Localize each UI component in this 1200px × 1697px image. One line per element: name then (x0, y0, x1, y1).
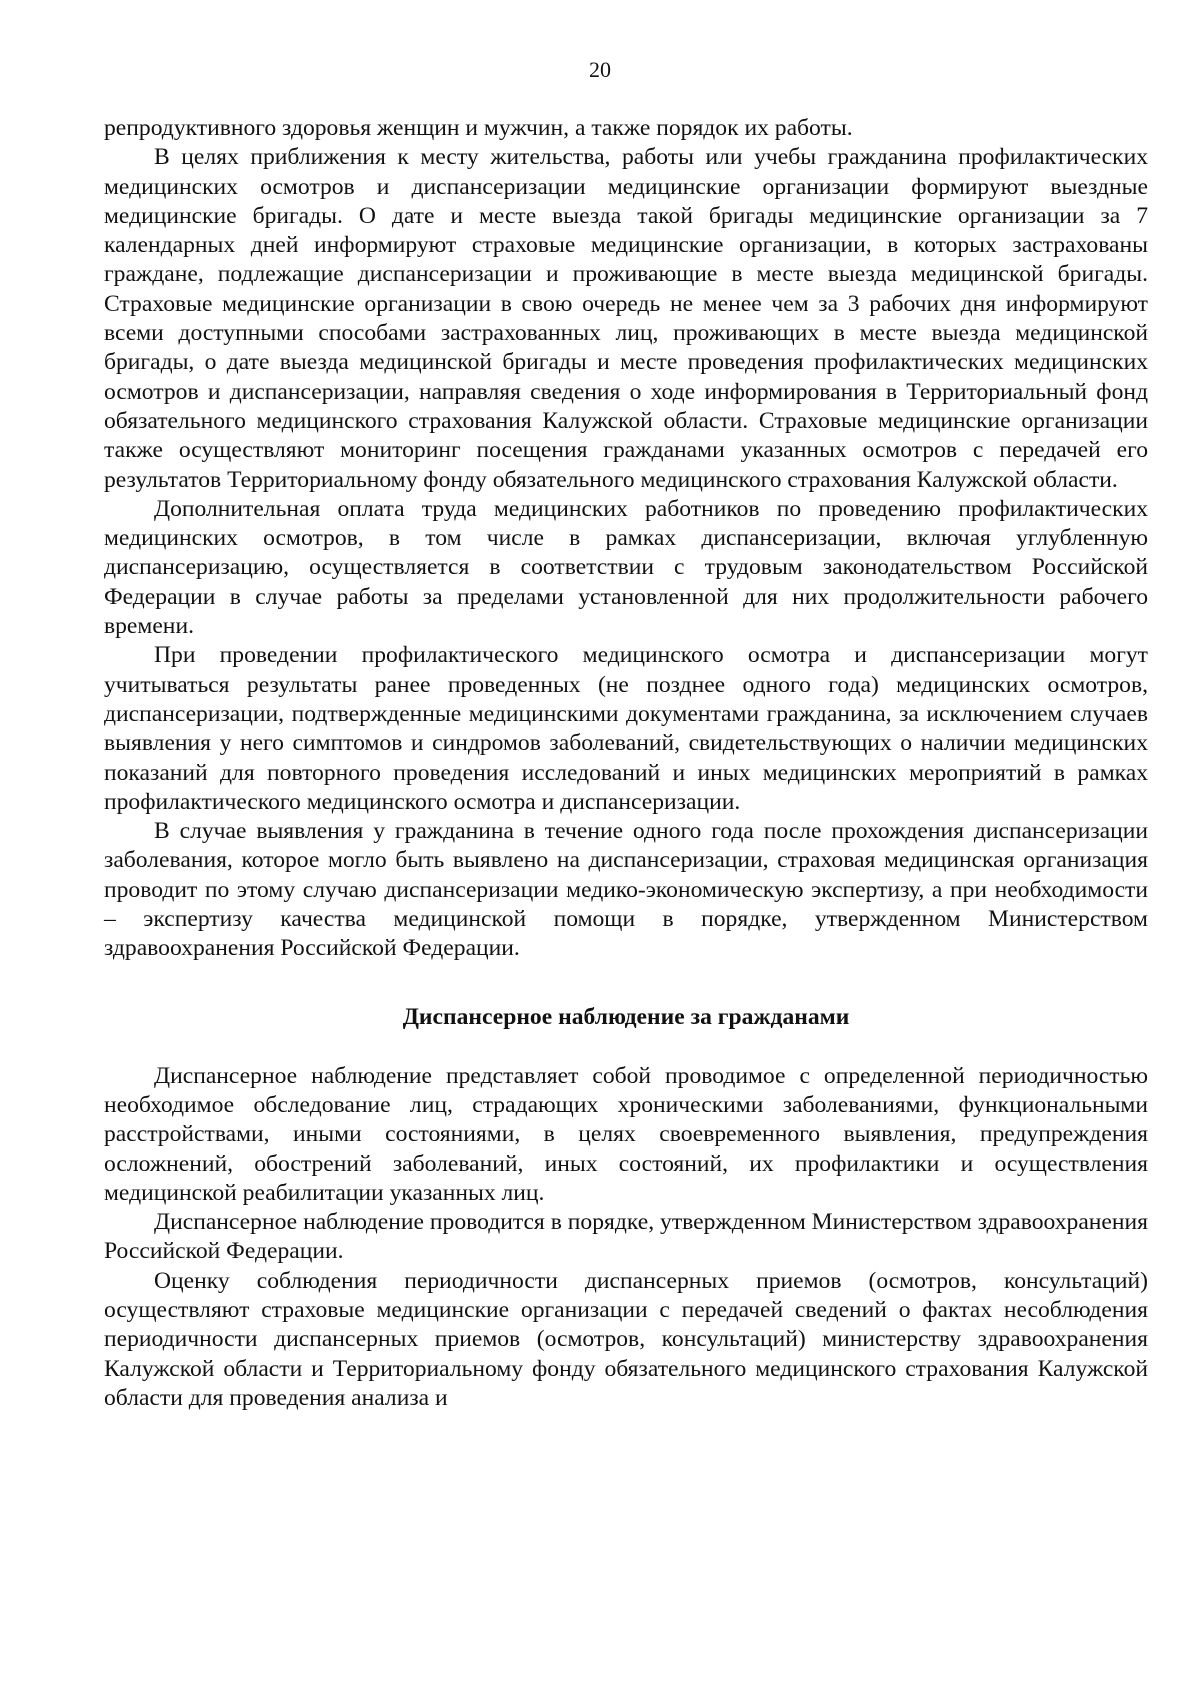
document-body (104, 114, 1148, 1413)
paragraph-additional-pay: Дополнительная оплата труда медицинских работников по проведению профилактических медицинских осмотров, в том числе в рамках диспансеризации, включая углубленную диспансеризацию, осуществляется в соответствии с трудовым законодательством Российской Федерации в случае работы за пределами установленной для них продолжительности рабочего времени. (104, 495, 1148, 640)
paragraph-observation-assessment: Оценку соблюдения периодичности диспансерных приемов (осмотров, консультаций) осуществляют страховые медицинские организации с передачей сведений о фактах несоблюдения периодичности диспансерных приемов (осмотров, консультаций) министерству здравоохранения Калужской области и Территориальному фонду обязательного медицинского страхования Калужской области для проведения анализа и (104, 1267, 1148, 1411)
paragraph-mobile-brigades: В целях приближения к месту жительства, работы или учебы гражданина профилактических медицинских осмотров и диспансеризации медицинские организации формируют выездные медицинские бригады. О дате и месте выезда такой бригады медицинские организации за 7 календарных дней информируют страховые медицинские организации, в которых застрахованы граждане, подлежащие диспансеризации и проживающие в месте выезда медицинской бригады. Страховые медицинские организации в свою очередь не менее чем за 3 рабочих дня информируют всеми доступными способами застрахованных лиц, проживающих в месте выезда медицинской бригады, о дате выезда медицинской бригады и месте проведения профилактических медицинских осмотров и диспансеризации, направляя сведения о ходе информирования в Территориальный фонд обязательного медицинского страхования Калужской области. Страховые медицинские организации также осуществляют мониторинг посещения гражданами указанных осмотров с передачей его результатов Территориальному фонду обязательного медицинского страхования Калужской области. (104, 144, 1148, 493)
paragraph-observation-definition: Диспансерное наблюдение представляет собой проводимое с определенной периодичностью необходимое обследование лиц, страдающих хроническими заболеваниями, функциональными расстройствами, иными состояниями, в целях своевременного выявления, предупреждения осложнений, обострений заболеваний, иных состояний, их профилактики и осуществления медицинской реабилитации указанных лиц. (104, 1062, 1148, 1206)
page-number: 20 (589, 57, 611, 82)
paragraph-observation-procedure: Диспансерное наблюдение проводится в порядке, утвержденном Министерством здравоохранения Российской Федерации. (104, 1209, 1148, 1265)
paragraph-previous-results: При проведении профилактического медицинского осмотра и диспансеризации могут учитываться результаты ранее проведенных (не позднее одного года) медицинских осмотров, диспансеризации, подтвержденные медицинскими документами гражданина, за исключением случаев выявления у него симптомов и синдромов заболеваний, свидетельствующих о наличии медицинских показаний для повторного проведения исследований и иных медицинских мероприятий в рамках профилактического медицинского осмотра и диспансеризации. (104, 642, 1148, 815)
paragraph-continuation: репродуктивного здоровья женщин и мужчин, а также порядок их работы. (104, 115, 853, 141)
paragraph-expertise: В случае выявления у гражданина в течение одного года после прохождения диспансеризации заболевания, которое могло быть выявлено на диспансеризации, страховая медицинская организация проводит по этому случаю диспансеризации медико-экономическую экспертизу, а при необходимости – экспертизу качества медицинской помощи в порядке, утвержденном Министерством здравоохранения Российской Федерации. (104, 818, 1148, 962)
section-heading: Диспансерное наблюдение за гражданами (402, 1003, 850, 1030)
